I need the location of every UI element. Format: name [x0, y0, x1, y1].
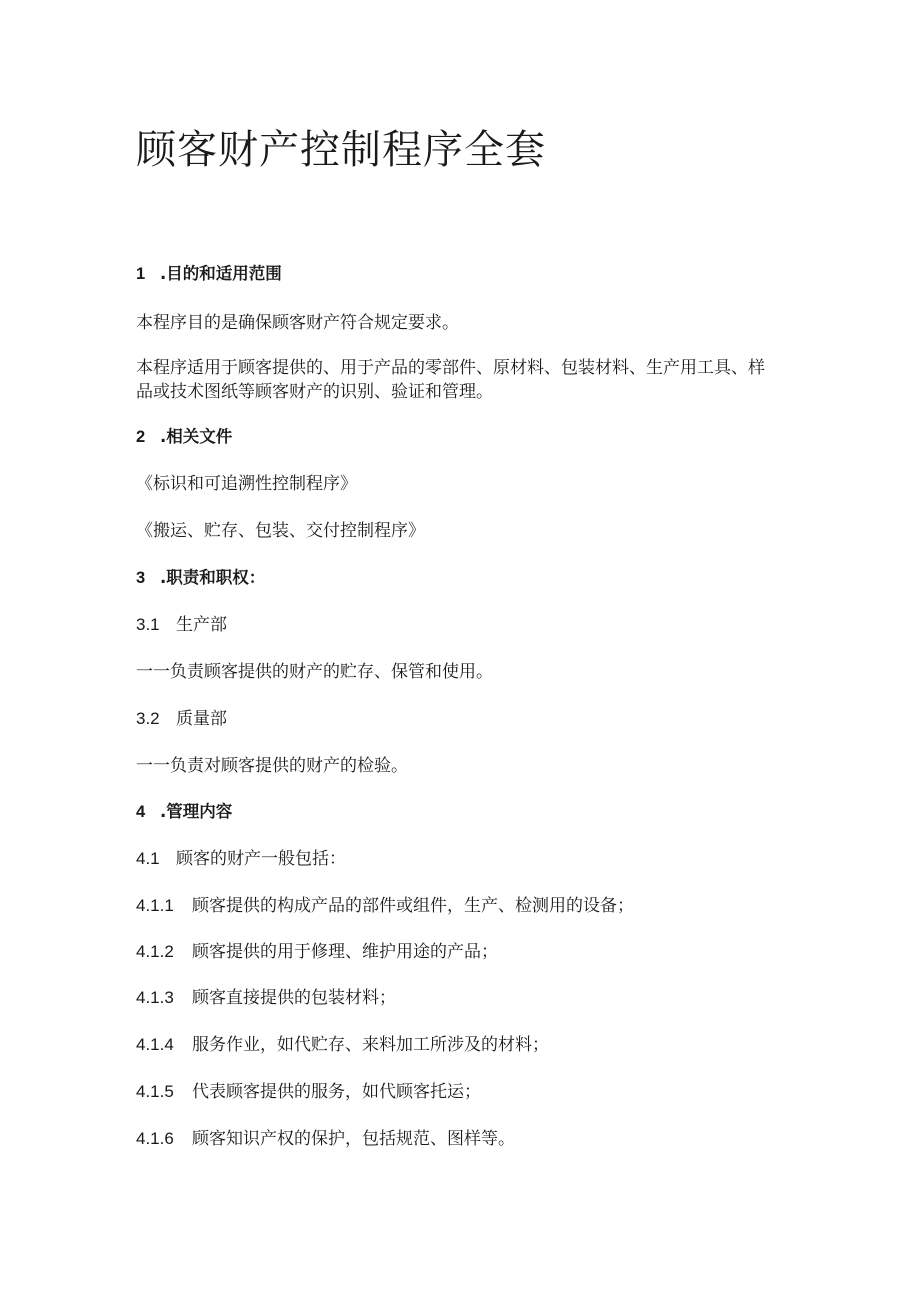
list-item-4-1-4 — [136, 1033, 549, 1057]
section-title: .管理内容 — [160, 802, 233, 821]
section-number: 2 — [136, 428, 146, 446]
item-text: 顾客知识产权的保护，包括规范、图样等。 — [192, 1129, 515, 1149]
subsection-3-1 — [136, 613, 227, 637]
list-item-4-1-6 — [136, 1127, 515, 1151]
reference-document-2: 《搬运、贮存、包装、交付控制程序》 — [136, 521, 425, 541]
subsection-text: 质量部 — [176, 709, 227, 729]
reference-document-1: 《标识和可追溯性控制程序》 — [136, 474, 357, 494]
subsection-4-1 — [136, 847, 346, 871]
subsection-number: 3.2 — [136, 709, 160, 728]
item-number: 4.1.6 — [136, 1129, 174, 1148]
paragraph-scope: 本程序适用于顾客提供的、用于产品的零部件、原材料、包装材料、生产用工具、样品或技术图纸等顾客财产的识别、验证和管理。 — [136, 358, 765, 402]
responsibility-quality: 一一负责对顾客提供的财产的检验。 — [136, 756, 408, 776]
subsection-3-2 — [136, 707, 227, 731]
list-item-4-1-5 — [136, 1080, 481, 1104]
section-heading-3 — [136, 566, 265, 590]
section-title: .相关文件 — [160, 427, 233, 446]
subsection-text: 顾客的财产一般包括： — [176, 849, 346, 869]
subsection-number: 3.1 — [136, 615, 160, 634]
subsection-text: 生产部 — [176, 615, 227, 635]
item-text: 服务作业，如代贮存、来料加工所涉及的材料； — [192, 1035, 549, 1055]
item-text: 顾客提供的用于修理、维护用途的产品； — [192, 942, 498, 962]
item-number: 4.1.4 — [136, 1035, 174, 1054]
list-item-4-1-2 — [136, 940, 498, 964]
item-number: 4.1.5 — [136, 1082, 174, 1101]
item-text: 顾客提供的构成产品的部件或组件，生产、检测用的设备； — [192, 896, 634, 916]
section-title: .职责和职权： — [160, 568, 266, 587]
section-heading-1 — [136, 262, 282, 286]
section-heading-2 — [136, 425, 232, 449]
item-number: 4.1.1 — [136, 896, 174, 915]
document-title: 顾客财产控制程序全套 — [136, 127, 546, 173]
item-number: 4.1.2 — [136, 942, 174, 961]
item-text: 代表顾客提供的服务，如代顾客托运； — [192, 1082, 481, 1102]
section-number: 1 — [136, 265, 146, 283]
section-number: 3 — [136, 569, 146, 587]
section-number: 4 — [136, 803, 146, 821]
item-number: 4.1.3 — [136, 988, 174, 1007]
item-text: 顾客直接提供的包装材料； — [192, 988, 396, 1008]
paragraph-purpose: 本程序目的是确保顾客财产符合规定要求。 — [136, 313, 459, 333]
section-title: .目的和适用范围 — [160, 264, 282, 283]
responsibility-production: 一一负责顾客提供的财产的贮存、保管和使用。 — [136, 662, 493, 682]
section-heading-4 — [136, 800, 232, 824]
subsection-number: 4.1 — [136, 849, 160, 868]
list-item-4-1-3 — [136, 986, 396, 1010]
list-item-4-1-1 — [136, 894, 634, 918]
